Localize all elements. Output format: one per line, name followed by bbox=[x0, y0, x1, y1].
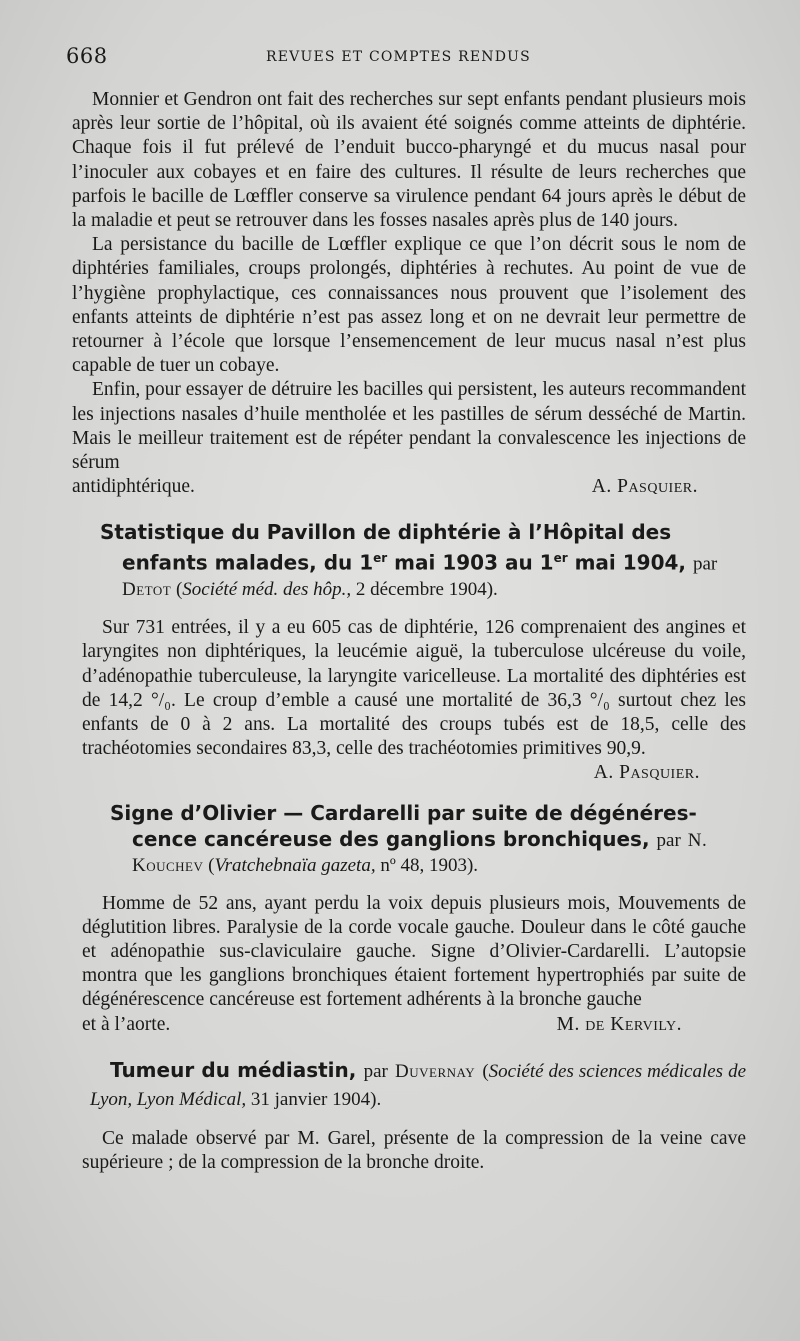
article3-signature: M. de Kervily. bbox=[556, 1013, 682, 1035]
article2-body-block bbox=[72, 616, 746, 785]
article1-signature: A. Pasquier. bbox=[591, 476, 698, 498]
article3-author-initial: N. bbox=[687, 829, 708, 851]
page-number: 668 bbox=[66, 44, 108, 68]
article3-source-date: nº 48, 1903). bbox=[375, 854, 479, 876]
article4-source-date: 31 janvier 1904). bbox=[246, 1088, 382, 1110]
article4-source-journal: Société des sciences médicales de Lyon, Lyon Médical, bbox=[90, 1060, 746, 1110]
article4-body: Ce malade observé par M. Garel, présente de la compression de la veine cave supérieure ; de la compression de la bronche droite. bbox=[82, 1127, 746, 1173]
article2-title-line1: Statistique du Pavillon de diphtérie à l’Hôpital des bbox=[100, 520, 672, 545]
article1-paragraph-1: Monnier et Gendron ont fait des recherches sur sept enfants pendant plusieurs mois après leur sortie de l’hôpital, où ils avaient été soignés comme atteints de diphtérie. Chaque fois il fut prélevé de l’enduit bucco-pharyngé et du mucus nasal pour l’inoculer aux cobayes et en faire des cultures. Il résulte de leurs recherches que parfois le bacille de Lœffler conserve sa virulence pendant 64 jours après le début de la maladie et peut se retrouver dans les fosses nasales après plus de 140 jours. bbox=[72, 89, 746, 232]
article3-source-journal: Vratchebnaïa gazeta, bbox=[214, 854, 376, 876]
article1-last-line: antidiphtérique. bbox=[72, 476, 195, 498]
article2-source-journal: Société méd. des hôp., bbox=[182, 579, 352, 601]
article2-title bbox=[72, 519, 746, 578]
running-head: REVUES ET COMPTES RENDUS bbox=[266, 49, 531, 65]
article2-signature: A. Pasquier. bbox=[593, 762, 700, 784]
article2-author: Detot bbox=[122, 579, 172, 601]
article4-title-text: Tumeur du médiastin, bbox=[110, 1057, 357, 1082]
article1-closing-line bbox=[72, 475, 746, 499]
article3-title bbox=[82, 800, 746, 854]
article1-paragraph-3: Enfin, pour essayer de détruire les bacilles qui persistent, les auteurs recommandent les injections nasales d’huile mentholée et les pastilles de sérum desséché de Martin. Mais le meilleur traitement est de répéter pendant la convalescence les injections de sérum bbox=[72, 379, 746, 474]
article3-title-line1: Signe d’Olivier — Cardarelli par suite de dégénéres- bbox=[110, 800, 697, 825]
article3-source: Kouchev (Vratchebnaïa gazeta, nº 48, 1903). bbox=[132, 854, 479, 876]
article3-author: Kouchev bbox=[132, 854, 204, 876]
article3-closing-line bbox=[82, 1013, 746, 1037]
article1-paragraph-2: La persistance du bacille de Lœffler explique ce que l’on décrit sous le nom de diphtéries familiales, croups prolongés, diphtéries à rechutes. Au point de vue de l’hygiène prophylactique, ces connaissances nous prouvent que l’isolement des enfants atteints de diphtérie n’est pas assez long et on ne devrait leur permettre de retourner à l’école que lorsque l’ensemencement de leur mucus nasal n’est plus capable de tuer un cobaye. bbox=[72, 234, 746, 377]
article2-body: Sur 731 entrées, il y a eu 605 cas de diphtérie, 126 comprenaient des angines et laryngites non diphtériques, la leucémie aiguë, la tuberculose ulcéreuse du voile, d’adénopathie tuberculeuse, la laryngite varicelleuse. La mortalité des diphtéries est de 14,2 °/₀. Le croup d’emble a causé une mortalité de 36,3 °/₀ surtout chez les enfants de 0 à 2 ans. La mortalité des croups tubés est de 18,5, celle des trachéotomies secondaires 83,3, celle des trachéotomies primitives 90,9. bbox=[82, 617, 746, 760]
article2-par: par bbox=[692, 554, 718, 576]
article3-last-line: et à l’aorte. bbox=[82, 1013, 171, 1035]
text-column bbox=[72, 88, 746, 1175]
article4-par: par bbox=[363, 1060, 388, 1082]
article3-body: Homme de 52 ans, ayant perdu la voix depuis plusieurs mois, Mouvements de déglutition libres. Paralysie de la corde vocale gauche. Douleur dans le côté gauche et adénopathie sus-claviculaire gauche. Signe d’Olivier-Cardarelli. L’autopsie montra que les ganglions bronchiques étaient fortement hypertrophiés par suite de dégénérescence cancéreuse est fortement adhérents à la bronche gauche bbox=[82, 892, 746, 1011]
article2-source-date: 2 décembre 1904). bbox=[351, 579, 498, 601]
article2-title-line2: enfants malades, du 1er mai 1903 au 1er mai 1904, par bbox=[122, 551, 718, 576]
article3-title-line2: cence cancéreuse des ganglions bronchiques, par N. bbox=[132, 826, 708, 851]
article3-par: par bbox=[656, 829, 681, 851]
page-header bbox=[66, 44, 746, 72]
article3-block bbox=[72, 800, 746, 1176]
article4-author: Duvernay bbox=[395, 1060, 476, 1082]
article4-title: Tumeur du médiastin, par Duvernay (Société des sciences médicales de Lyon, Lyon Médical, 31 janvier 1904). bbox=[90, 1057, 746, 1110]
article2-source: Detot (Société méd. des hôp., 2 décembre 1904). bbox=[122, 579, 498, 601]
